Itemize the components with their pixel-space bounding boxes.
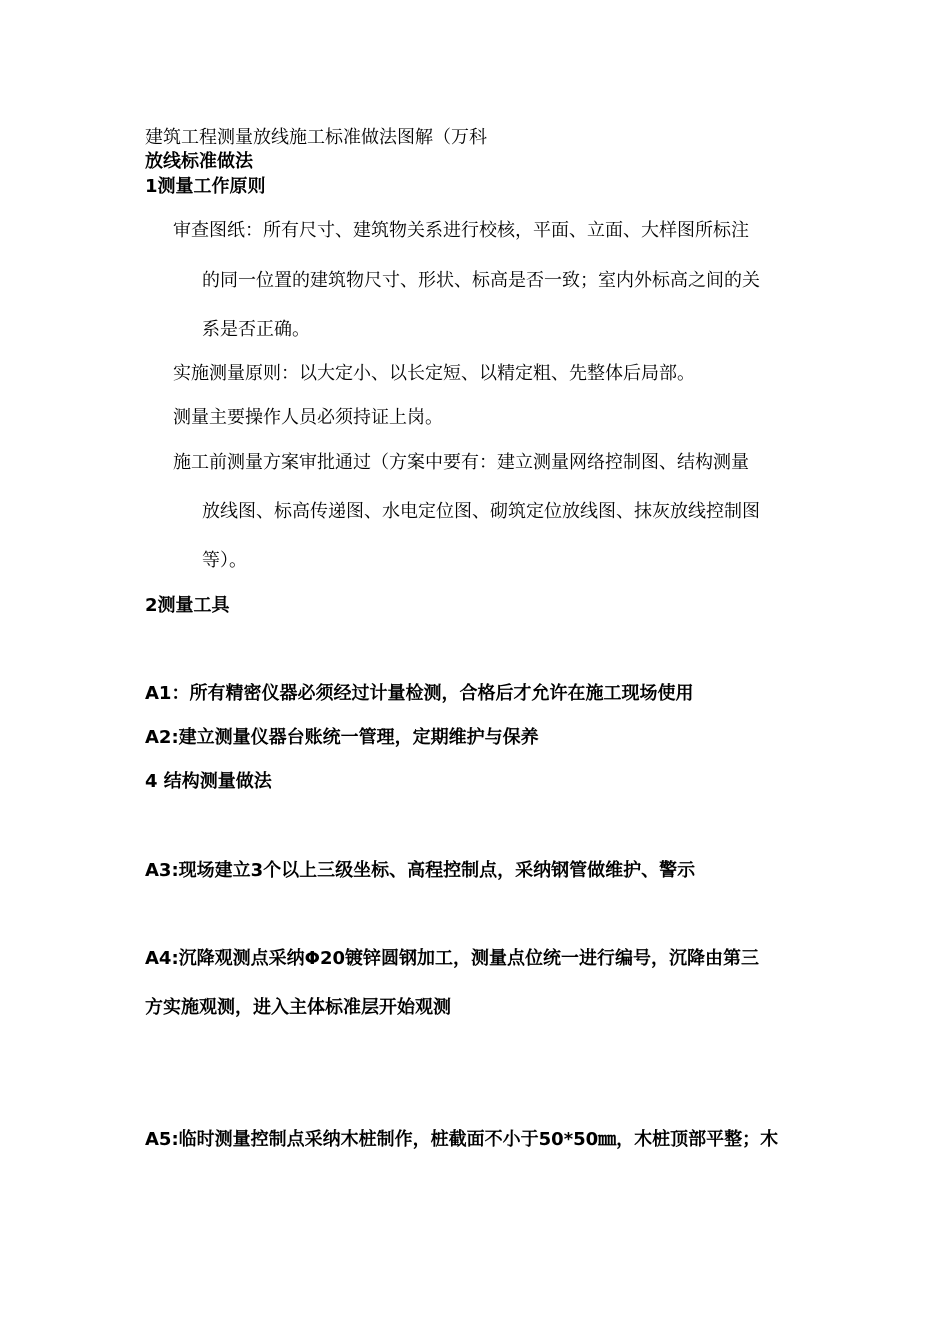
section1-paragraph-3: 测量主要操作人员必须持证上岗。 <box>173 407 443 428</box>
item-a4-line2: 方实施观测，进入主体标准层开始观测 <box>145 997 451 1018</box>
item-a2: A2:建立测量仪器台账统一管理，定期维护与保养 <box>145 727 539 748</box>
document-title-line1: 建筑工程测量放线施工标准做法图解（万科 <box>145 127 487 148</box>
section1-paragraph-1-line3: 系是否正确。 <box>202 319 310 340</box>
item-a5: A5:临时测量控制点采纳木桩制作，桩截面不小于50*50㎜，木桩顶部平整；木 <box>145 1129 779 1150</box>
document-title-line2: 放线标准做法 <box>145 151 253 172</box>
item-a4-line1: A4:沉降观测点采纳Φ20镀锌圆钢加工，测量点位统一进行编号，沉降由第三 <box>145 948 760 969</box>
section1-paragraph-4-line3: 等）。 <box>202 550 247 571</box>
section1-heading: 1测量工作原则 <box>145 176 266 197</box>
item-a1: A1：所有精密仪器必须经过计量检测，合格后才允许在施工现场使用 <box>145 683 694 704</box>
section1-paragraph-1-line1: 审查图纸：所有尺寸、建筑物关系进行校核，平面、立面、大样图所标注 <box>173 220 749 241</box>
section1-paragraph-4-line2: 放线图、标高传递图、水电定位图、砌筑定位放线图、抹灰放线控制图 <box>202 501 760 522</box>
item-a3: A3:现场建立3个以上三级坐标、高程控制点，采纳钢管做维护、警示 <box>145 860 696 881</box>
section4-heading: 4 结构测量做法 <box>145 771 272 792</box>
section1-paragraph-4-line1: 施工前测量方案审批通过（方案中要有：建立测量网络控制图、结构测量 <box>173 452 749 473</box>
section1-paragraph-2: 实施测量原则：以大定小、以长定短、以精定粗、先整体后局部。 <box>173 363 695 384</box>
section2-heading: 2测量工具 <box>145 595 230 616</box>
section1-paragraph-1-line2: 的同一位置的建筑物尺寸、形状、标高是否一致；室内外标高之间的关 <box>202 270 760 291</box>
